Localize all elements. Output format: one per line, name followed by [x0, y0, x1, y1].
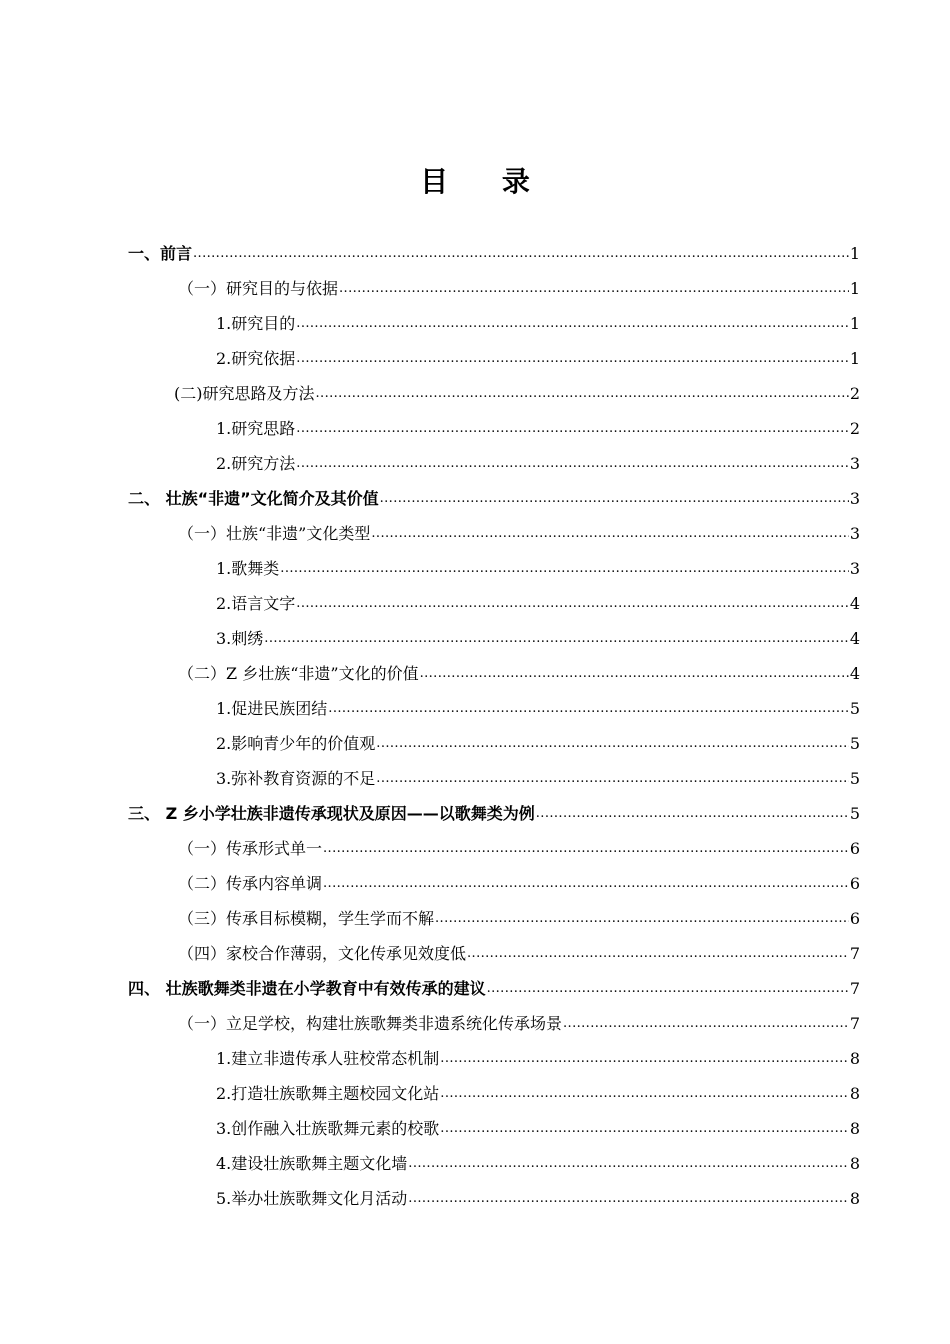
- toc-entry[interactable]: [128, 831, 860, 866]
- toc-entry-label: 5.举办壮族歌舞文化月活动: [216, 1189, 408, 1208]
- toc-entry[interactable]: [128, 901, 860, 936]
- toc-page-number: 4: [849, 629, 860, 648]
- toc-entry-label: 1.研究目的: [216, 314, 296, 333]
- toc-page-number: 1: [849, 279, 860, 298]
- toc-entry-label: 3.刺绣: [216, 629, 264, 648]
- dot-leader: [420, 656, 849, 691]
- toc-entry-label: 3.创作融入壮族歌舞元素的校歌: [216, 1119, 440, 1138]
- toc-entry-label: 三、 Z 乡小学壮族非遗传承现状及原因——以歌舞类为例: [128, 804, 535, 823]
- toc-entry[interactable]: [128, 1006, 860, 1041]
- toc-entry[interactable]: [128, 411, 860, 446]
- dot-leader: [440, 1076, 849, 1111]
- toc-entry-label: 1.建立非遗传承人驻校常态机制: [216, 1049, 440, 1068]
- toc-page-number: 8: [849, 1119, 860, 1138]
- toc-page-number: 3: [849, 559, 860, 578]
- toc-entry-label: 1.促进民族团结: [216, 699, 328, 718]
- toc-entry-label: 2.语言文字: [216, 594, 296, 613]
- toc-entry-label: 四、 壮族歌舞类非遗在小学教育中有效传承的建议: [128, 979, 486, 998]
- toc-entry[interactable]: [128, 796, 860, 831]
- toc-page-number: 6: [849, 909, 860, 928]
- toc-entry-label: 二、 壮族“非遗”文化简介及其价值: [128, 489, 379, 508]
- toc-page-number: 2: [849, 384, 860, 403]
- toc-entry-label: 2.影响青少年的价值观: [216, 734, 376, 753]
- toc-entry[interactable]: [128, 971, 860, 1006]
- toc-entry[interactable]: [128, 1111, 860, 1146]
- toc-entry-label: （一）研究目的与依据: [178, 279, 339, 298]
- toc-entry[interactable]: [128, 446, 860, 481]
- toc-entry-label: （二）Z 乡壮族“非遗”文化的价值: [178, 664, 419, 683]
- toc-entry[interactable]: [128, 1146, 860, 1181]
- toc-page-number: 1: [849, 244, 860, 263]
- dot-leader: [408, 1181, 849, 1216]
- dot-leader: [371, 516, 848, 551]
- dot-leader: [380, 481, 849, 516]
- toc-page-number: 5: [849, 769, 860, 788]
- toc-entry-label: 4.建设壮族歌舞主题文化墙: [216, 1154, 408, 1173]
- dot-leader: [467, 936, 849, 971]
- toc-page-number: 7: [849, 979, 860, 998]
- toc-page-number: 1: [849, 314, 860, 333]
- dot-leader: [316, 376, 849, 411]
- toc-entry[interactable]: [128, 656, 860, 691]
- dot-leader: [296, 586, 849, 621]
- toc-page-number: 2: [849, 419, 860, 438]
- toc-entry[interactable]: [128, 516, 860, 551]
- toc-entry-label: 1.歌舞类: [216, 559, 280, 578]
- dot-leader: [339, 271, 849, 306]
- toc-entry-label: 一、前言: [128, 244, 193, 263]
- toc-page-number: 5: [849, 734, 860, 753]
- toc-page-number: 3: [849, 489, 860, 508]
- toc-entry-label: （一）壮族“非遗”文化类型: [178, 524, 371, 543]
- dot-leader: [264, 621, 849, 656]
- toc-entry[interactable]: [128, 1181, 860, 1216]
- toc-entry-label: （一）立足学校，构建壮族歌舞类非遗系统化传承场景: [178, 1014, 563, 1033]
- toc-entry[interactable]: [128, 586, 860, 621]
- toc-entry[interactable]: [128, 1076, 860, 1111]
- toc-entry[interactable]: [128, 481, 860, 516]
- table-of-contents: [128, 236, 860, 1216]
- dot-leader: [193, 236, 849, 271]
- toc-page-number: 3: [849, 524, 860, 543]
- dot-leader: [323, 831, 849, 866]
- toc-entry-label: （三）传承目标模糊，学生学而不解: [178, 909, 435, 928]
- toc-title: 目 录: [420, 165, 552, 198]
- toc-entry[interactable]: [128, 271, 860, 306]
- dot-leader: [328, 691, 849, 726]
- toc-page-number: 8: [849, 1154, 860, 1173]
- toc-entry-label: 2.研究依据: [216, 349, 296, 368]
- toc-page-number: 7: [849, 944, 860, 963]
- dot-leader: [280, 551, 849, 586]
- dot-leader: [536, 796, 849, 831]
- toc-entry-label: (二)研究思路及方法: [174, 384, 315, 403]
- dot-leader: [376, 726, 849, 761]
- toc-entry[interactable]: [128, 761, 860, 796]
- toc-page-number: 6: [849, 874, 860, 893]
- toc-entry[interactable]: [128, 936, 860, 971]
- toc-entry[interactable]: [128, 236, 860, 271]
- toc-page-number: 5: [849, 699, 860, 718]
- toc-entry-label: 2.打造壮族歌舞主题校园文化站: [216, 1084, 440, 1103]
- toc-page-number: 8: [849, 1084, 860, 1103]
- dot-leader: [376, 761, 849, 796]
- toc-entry-label: 1.研究思路: [216, 419, 296, 438]
- toc-entry-label: （一）传承形式单一: [178, 839, 323, 858]
- dot-leader: [296, 446, 849, 481]
- dot-leader: [435, 901, 849, 936]
- dot-leader: [408, 1146, 849, 1181]
- toc-entry[interactable]: [128, 691, 860, 726]
- toc-entry-label: 3.弥补教育资源的不足: [216, 769, 376, 788]
- toc-entry[interactable]: [128, 341, 860, 376]
- toc-entry[interactable]: [128, 866, 860, 901]
- toc-page-number: 4: [849, 664, 860, 683]
- toc-page-number: 7: [849, 1014, 860, 1033]
- dot-leader: [296, 411, 849, 446]
- dot-leader: [323, 866, 849, 901]
- toc-page-number: 6: [849, 839, 860, 858]
- toc-page-number: 3: [849, 454, 860, 473]
- toc-entry[interactable]: [128, 1041, 860, 1076]
- toc-entry-label: （四）家校合作薄弱，文化传承见效度低: [178, 944, 467, 963]
- dot-leader: [487, 971, 849, 1006]
- toc-page-number: 8: [849, 1049, 860, 1068]
- dot-leader: [440, 1111, 849, 1146]
- toc-page-number: 5: [849, 804, 860, 823]
- toc-entry[interactable]: [128, 306, 860, 341]
- dot-leader: [296, 306, 849, 341]
- toc-entry[interactable]: [128, 376, 860, 411]
- toc-entry-label: （二）传承内容单调: [178, 874, 323, 893]
- toc-entry[interactable]: [128, 726, 860, 761]
- toc-page-number: 1: [849, 349, 860, 368]
- dot-leader: [296, 341, 849, 376]
- dot-leader: [563, 1006, 849, 1041]
- toc-entry-label: 2.研究方法: [216, 454, 296, 473]
- dot-leader: [440, 1041, 849, 1076]
- toc-page-number: 8: [849, 1189, 860, 1208]
- toc-entry[interactable]: [128, 621, 860, 656]
- toc-entry[interactable]: [128, 551, 860, 586]
- toc-page-number: 4: [849, 594, 860, 613]
